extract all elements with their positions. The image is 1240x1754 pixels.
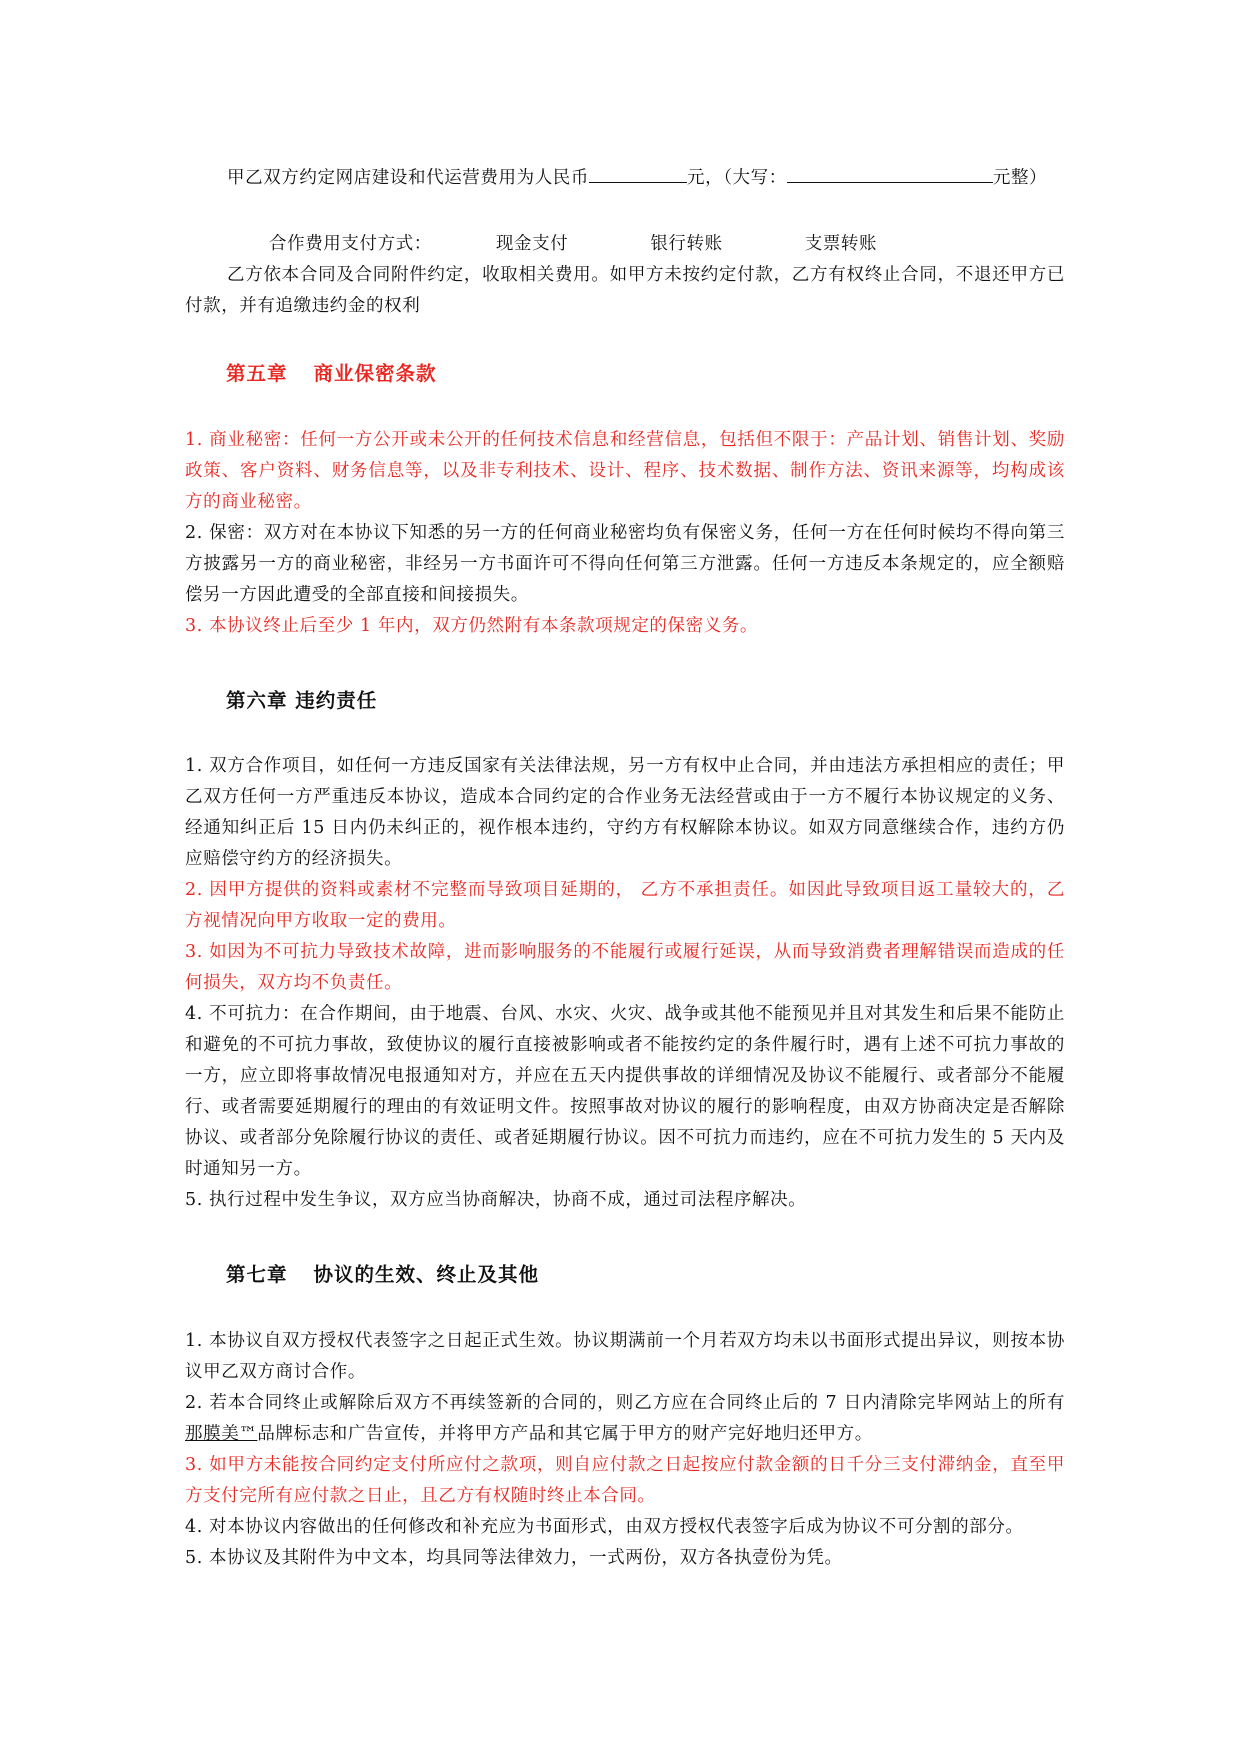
ch6-item-3: 3. 如因为不可抗力导致技术故障，进而影响服务的不能履行或履行延误，从而导致消费者理解错误而造成的任何损失，双方均不负责任。 xyxy=(185,942,1065,993)
fee-text-post: 元整） xyxy=(992,168,1048,188)
ch5-item-1: 1. 商业秘密：任何一方公开或未公开的任何技术信息和经营信息，包括但不限于：产品计划、销售计划、奖励政策、客户资料、财务信息等，以及非专利技术、设计、程序、技术数据、制作方法、资讯来源等，均构成该方的商业秘密。 xyxy=(185,430,1065,512)
ch7-item-5: 5. 本协议及其附件为中文本，均具同等法律效力，一式两份，双方各执壹份为凭。 xyxy=(185,1548,843,1568)
chapter-5-heading: 第五章 商业保密条款 xyxy=(226,362,437,385)
fee-note: 乙方依本合同及合同附件约定，收取相关费用。如甲方未按约定付款，乙方有权终止合同，不退还甲方已付款，并有追缴违约金的权利 xyxy=(185,265,1065,316)
ch6-item-5: 5. 执行过程中发生争议，双方应当协商解决，协商不成，通过司法程序解决。 xyxy=(185,1190,807,1210)
payment-label: 合作费用支付方式： xyxy=(269,234,432,254)
ch7-item-3: 3. 如甲方未能按合同约定支付所应付之款项，则自应付款之日起按应付款金额的日千分三支付滞纳金，直至甲方支付完所有应付款之日止，且乙方有权随时终止本合同。 xyxy=(185,1455,1065,1506)
amount-words-blank xyxy=(787,164,993,183)
amount-blank xyxy=(589,164,687,183)
ch6-item-4: 4. 不可抗力：在合作期间，由于地震、台风、水灾、火灾、战争或其他不能预见并且对其发生和后果不能防止和避免的不可抗力事故，致使协议的履行直接被影响或者不能按约定的条件履行时，遇有上述不可抗力事故的一方，应立即将事故情况电报通知对方，并应在五天内提供事故的详细情况及协议不能履行、或者部分不能履行、或者需要延期履行的理由的有效证明文件。按照事故对协议的履行的影响程度，由双方协商决定是否解除协议、或者部分免除履行协议的责任、或者延期履行协议。因不可抗力而违约，应在不可抗力发生的 5 天内及时通知另一方。 xyxy=(185,1004,1065,1179)
ch7-item-2: 2. 若本合同终止或解除后双方不再续签新的合同的，则乙方应在合同终止后的 7 日内清除完毕网站上的所有那膜美™品牌标志和广告宣传，并将甲方产品和其它属于甲方的财产完好地归还甲方。 xyxy=(185,1393,1065,1444)
brand-name: 那膜美™ xyxy=(185,1424,258,1444)
ch7-item-1: 1. 本协议自双方授权代表签字之日起正式生效。协议期满前一个月若双方均未以书面形式提出异议，则按本协议甲乙双方商讨合作。 xyxy=(185,1331,1065,1382)
ch6-item-1: 1. 双方合作项目，如任何一方违反国家有关法律法规，另一方有权中止合同，并由违法方承担相应的责任；甲乙双方任何一方严重违反本协议，造成本合同约定的合作业务无法经营或由于一方不履行本协议规定的义务、经通知纠正后 15 日内仍未纠正的，视作根本违约，守约方有权解除本协议。如双方同意继续合作，违约方仍应赔偿守约方的经济损失。 xyxy=(185,756,1065,869)
payment-option-bank: 银行转账 xyxy=(650,234,723,254)
fee-amount-line xyxy=(185,163,1065,194)
payment-option-check: 支票转账 xyxy=(804,234,878,254)
ch6-item-2: 2. 因甲方提供的资料或素材不完整而导致项目延期的， 乙方不承担责任。如因此导致项目返工量较大的，乙方视情况向甲方收取一定的费用。 xyxy=(185,880,1065,931)
chapter-7-heading: 第七章 协议的生效、终止及其他 xyxy=(226,1263,540,1286)
ch5-item-3: 3. 本协议终止后至少 1 年内，双方仍然附有本条款项规定的保密义务。 xyxy=(185,616,759,636)
payment-methods xyxy=(185,229,1065,260)
payment-option-cash: 现金支付 xyxy=(495,234,569,254)
fee-text-mid: 元，（大写： xyxy=(687,168,787,188)
ch5-item-2: 2. 保密：双方对在本协议下知悉的另一方的任何商业秘密均负有保密义务，任何一方在任何时候均不得向第三方披露另一方的商业秘密，非经另一方书面许可不得向任何第三方泄露。任何一方违反本条规定的，应全额赔偿另一方因此遭受的全部直接和间接损失。 xyxy=(185,523,1065,605)
fee-text-pre: 甲乙双方约定网店建设和代运营费用为人民币 xyxy=(227,168,589,188)
ch7-item-4: 4. 对本协议内容做出的任何修改和补充应为书面形式，由双方授权代表签字后成为协议不可分割的部分。 xyxy=(185,1517,1024,1537)
chapter-6-heading: 第六章 违约责任 xyxy=(226,689,378,712)
